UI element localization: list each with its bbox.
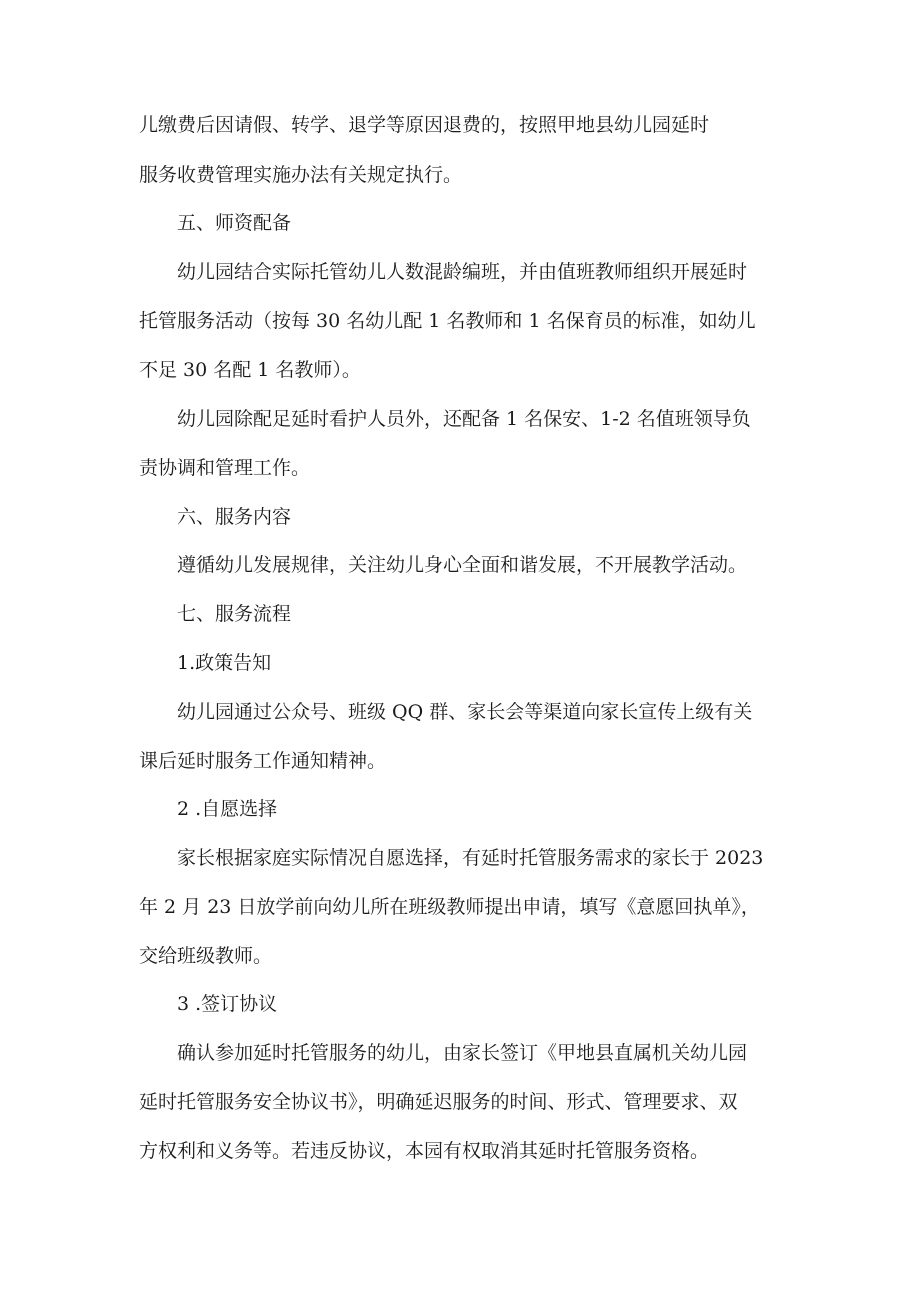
step-1-title: 1.政策告知 <box>177 652 272 674</box>
step-2-body-line-2: 年 2 月 23 日放学前向幼儿所在班级教师提出申请，填写《意愿回执单》， <box>139 896 760 918</box>
section-heading-service-content: 六、服务内容 <box>177 506 292 528</box>
paragraph-service-content: 遵循幼儿发展规律，关注幼儿身心全面和谐发展，不开展教学活动。 <box>177 554 748 576</box>
step-2-body-line-1: 家长根据家庭实际情况自愿选择，有延时托管服务需求的家长于 2023 <box>177 847 764 869</box>
paragraph-refund-line-1: 儿缴费后因请假、转学、退学等原因退费的，按照甲地县幼儿园延时 <box>139 114 710 136</box>
section-heading-staffing: 五、师资配备 <box>177 212 292 234</box>
step-3-title: 3 .签订协议 <box>177 993 278 1015</box>
step-1-body-line-2: 课后延时服务工作通知精神。 <box>139 750 387 772</box>
paragraph-staff-1-line-3: 不足 30 名配 1 名教师）。 <box>139 359 361 381</box>
paragraph-refund-line-2: 服务收费管理实施办法有关规定执行。 <box>139 164 463 186</box>
paragraph-staff-2-line-2: 责协调和管理工作。 <box>139 457 311 479</box>
section-heading-service-process: 七、服务流程 <box>177 603 292 625</box>
step-2-title: 2 .自愿选择 <box>177 798 278 820</box>
paragraph-staff-1-line-2: 托管服务活动（按每 30 名幼儿配 1 名教师和 1 名保育员的标准，如幼儿 <box>139 310 756 332</box>
paragraph-staff-1-line-1: 幼儿园结合实际托管幼儿人数混龄编班，并由值班教师组织开展延时 <box>177 261 748 283</box>
step-3-body-line-2: 延时托管服务安全协议书》，明确延迟服务的时间、形式、管理要求、双 <box>139 1091 738 1113</box>
step-2-body-line-3: 交给班级教师。 <box>139 945 273 967</box>
paragraph-staff-2-line-1: 幼儿园除配足延时看护人员外，还配备 1 名保安、1-2 名值班领导负 <box>177 408 751 430</box>
step-3-body-line-3: 方权利和义务等。若违反协议，本园有权取消其延时托管服务资格。 <box>139 1140 710 1162</box>
step-3-body-line-1: 确认参加延时托管服务的幼儿，由家长签订《甲地县直属机关幼儿园 <box>177 1042 748 1064</box>
step-1-body-line-1: 幼儿园通过公众号、班级 QQ 群、家长会等渠道向家长宣传上级有关 <box>177 701 753 723</box>
